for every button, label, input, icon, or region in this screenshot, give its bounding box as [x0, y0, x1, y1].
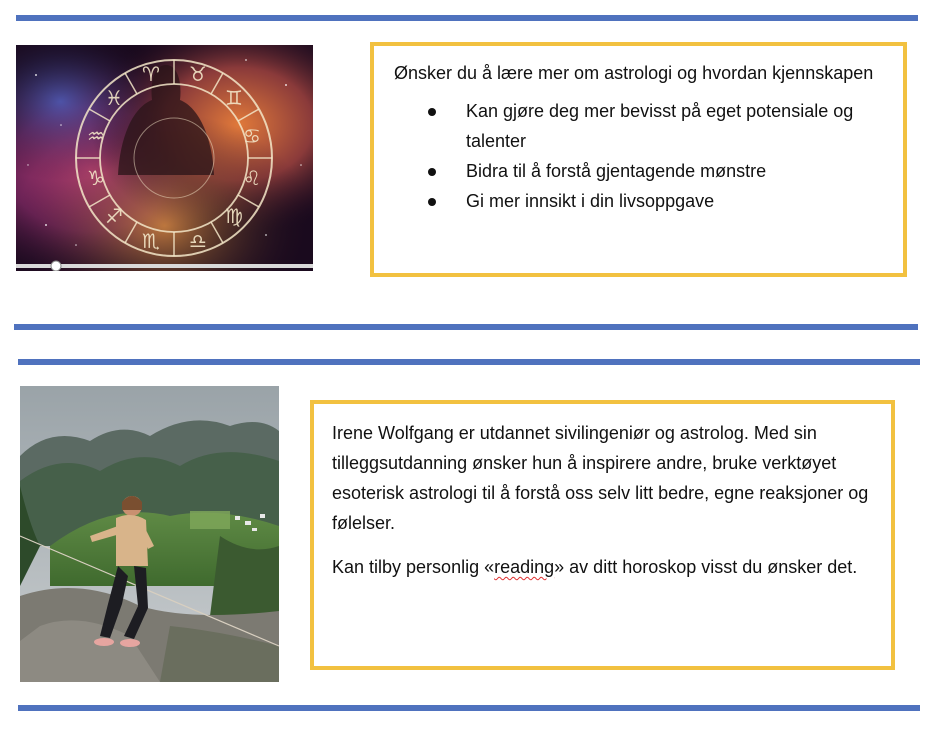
intro-textbox[interactable]: [370, 42, 907, 277]
mountain-portrait-photo: [20, 386, 279, 682]
svg-text:♓: ♓: [105, 86, 123, 110]
bullet-icon: [428, 198, 436, 206]
svg-text:♒: ♒: [87, 124, 105, 148]
svg-text:♈: ♈: [142, 62, 160, 86]
benefits-list: [394, 96, 885, 216]
zodiac-wheel-icon: [16, 45, 313, 271]
svg-text:♊: ♊: [225, 86, 243, 110]
list-item: [394, 156, 885, 186]
spellcheck-word[interactable]: reading: [494, 557, 555, 577]
section1-bottom-rule: [14, 324, 918, 330]
bottom-rule: [18, 705, 920, 711]
list-item: [394, 96, 885, 156]
intro-text: Ønsker du å lære mer om astrologi og hvordan kjennskapen: [394, 63, 874, 83]
offer-text-start: Kan tilby personlig «: [332, 557, 495, 577]
svg-text:♍: ♍: [225, 204, 243, 228]
svg-text:♌: ♌: [243, 166, 261, 190]
top-rule: [16, 15, 918, 21]
list-item-text: Bidra til å forstå gjentagende mønstre: [466, 161, 767, 181]
list-item-text: Gi mer innsikt i din livsoppgave: [466, 191, 715, 211]
list-item: [394, 186, 885, 216]
svg-text:♋: ♋: [243, 124, 261, 148]
bullet-icon: [428, 168, 436, 176]
svg-text:♉: ♉: [189, 62, 207, 86]
list-item-text: Kan gjøre deg mer bevisst på eget potensiale og talenter: [466, 101, 854, 151]
bio-textbox[interactable]: [310, 400, 895, 670]
section2-top-rule: [18, 359, 920, 365]
offer-text: [332, 552, 871, 582]
offer-text-end: » av ditt horoskop visst du ønsker det.: [554, 557, 858, 577]
person-hiking-photo-icon: [20, 386, 279, 682]
bio-text: Irene Wolfgang er utdannet sivilingeniør og astrolog. Med sin tilleggsutdanning ønsker hun å inspirere andre, bruke verktøyet esoterisk astrologi til å forstå oss selv litt bedre, egne reaksjoner og følelser.: [332, 423, 869, 533]
svg-text:♑: ♑: [87, 166, 105, 190]
zodiac-wheel-image: [16, 45, 313, 271]
svg-text:♏: ♏: [142, 229, 160, 253]
bullet-icon: [428, 108, 436, 116]
svg-text:♎: ♎: [189, 229, 207, 253]
svg-text:♐: ♐: [105, 204, 123, 228]
